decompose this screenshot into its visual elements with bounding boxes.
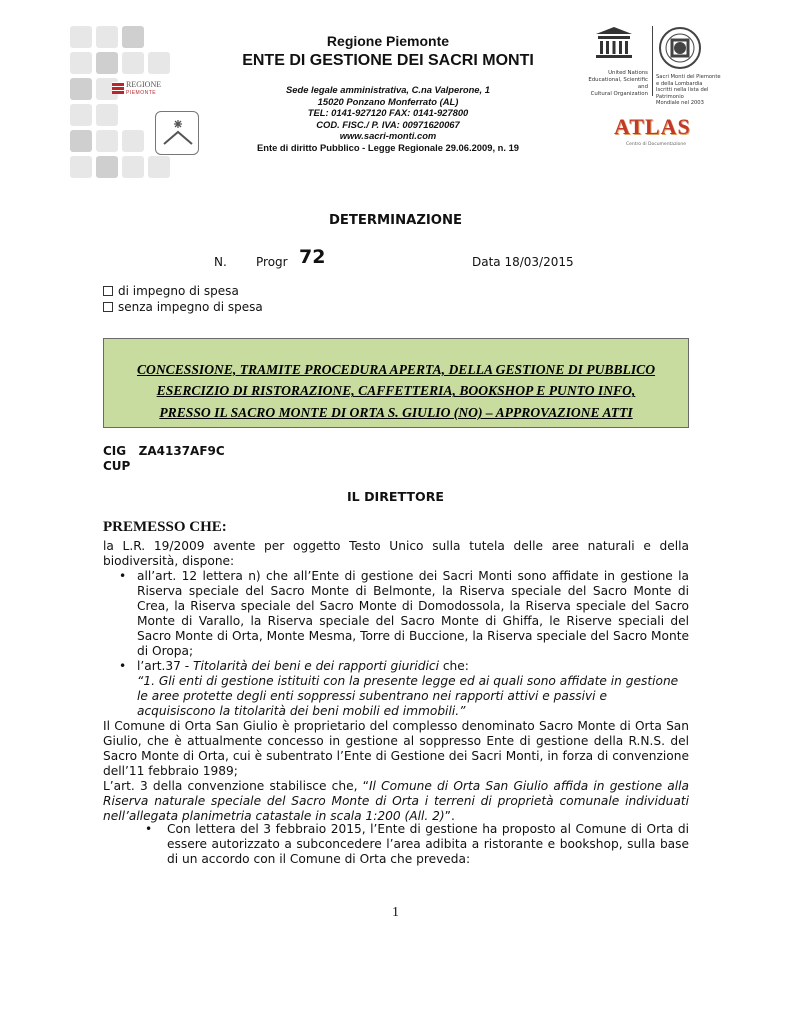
regione-piemonte-mark: [112, 80, 160, 110]
tax-code: COD. FISC./ P. IVA: 00971620067: [316, 118, 460, 130]
cig-row: [103, 444, 225, 458]
website: www.sacri-monti.com: [339, 130, 437, 141]
whc-text-2: e della Lombardia: [656, 80, 703, 87]
director-heading: IL DIRETTORE: [346, 489, 444, 504]
paragraph-comune-orta: Il Comune di Orta San Giulio è proprietario del complesso denominato Sacro Monte di Orta San Giulio, che è attualmente concesso in gestione al soppresso Ente di gestione della R.N.S. del Sacro Monte di Orta, cui è subentrato l’Ente di Gestione dei Sacri Monti, in forza di convenzione dell’11 febbraio 1989;: [103, 719, 689, 778]
regione-text: REGIONE: [126, 80, 162, 89]
page-number: 1: [392, 905, 399, 920]
address-line-1: Sede legale amministrativa, C.na Valperone, 1: [286, 84, 490, 95]
checkbox-senza-impegno-label: senza impegno di spesa: [118, 300, 263, 314]
art-37-prefix: l’art.37 -: [137, 659, 194, 673]
unesco-text-2: Educational, Scientific and: [588, 77, 648, 90]
progr-value: 72: [299, 246, 326, 268]
paragraph-art-3: [103, 779, 689, 824]
art-3-suffix: ”.: [444, 809, 455, 823]
bullet-icon: •: [119, 569, 127, 583]
entity-name: ENTE DI GESTIONE DEI SACRI MONTI: [242, 52, 534, 69]
checkbox-senza-impegno[interactable]: [103, 300, 263, 314]
world-heritage-logo: [656, 24, 721, 107]
subject-line-1: CONCESSIONE, TRAMITE PROCEDURA APERTA, DELLA GESTIONE DI PUBBLICO: [136, 362, 656, 377]
legal-status: Ente di diritto Pubblico - Legge Regionale 29.06.2009, n. 19: [256, 142, 520, 153]
premesso-heading: PREMESSO CHE:: [103, 519, 227, 535]
cig-value: ZA4137AF9C: [138, 444, 225, 458]
art-37-suffix: che:: [438, 659, 469, 673]
checkbox-impegno-label: di impegno di spesa: [118, 284, 239, 298]
bullet-icon: •: [145, 822, 153, 836]
whc-text-4: Mondiale nel 2003: [656, 100, 704, 107]
cig-label: CIG: [103, 444, 127, 458]
checkbox-impegno-box[interactable]: [103, 286, 113, 296]
world-heritage-icon: [658, 26, 702, 70]
document-title: DETERMINAZIONE: [328, 213, 463, 228]
art-3-prefix: L’art. 3 della convenzione stabilisce che, “: [103, 779, 369, 793]
unesco-text-3: Cultural Organization: [590, 91, 648, 97]
sacri-monti-emblem-icon: [155, 111, 199, 155]
atlas-word: ATLAS: [614, 114, 691, 139]
bullet-art-37: [137, 659, 689, 674]
address-line-2: 15020 Ponzano Monferrato (AL): [317, 95, 459, 107]
paragraph-lr-19-2009: la L.R. 19/2009 avente per oggetto Testo Unico sulla tutela delle aree naturali e della biodiversità, dispone:: [103, 539, 689, 568]
piemonte-text: PIEMONTE: [126, 90, 157, 96]
unesco-text-1: United Nations: [608, 70, 648, 76]
art-3-quote: Il Comune di Orta San Giulio affida in gestione alla Riserva naturale speciale del Sacro Monte di Orta i terreni di proprietà comunale individuati nell’allegata planimetria catastale in scala 1:200 (All. 2): [103, 779, 689, 823]
whc-text-1: Sacri Monti del Piemonte: [656, 74, 721, 80]
subject-line-3: PRESSO IL SACRO MONTE DI ORTA S. GIULIO (NO) – APPROVAZIONE ATTI: [159, 404, 633, 420]
bullet-icon: •: [119, 659, 127, 673]
subject-line-2: ESERCIZIO DI RISTORAZIONE, CAFFETTERIA, BOOKSHOP E PUNTO INFO,: [156, 383, 636, 399]
art-37-title: Titolarità dei beni e dei rapporti giuridici: [193, 659, 439, 673]
checkbox-impegno[interactable]: [103, 284, 239, 298]
art-37-quote: “1. Gli enti di gestione istituiti con la presente legge ed ai quali sono affidate in gestione le aree protette degli enti soppressi subentrano nei rapporti attivi e passivi e acquisiscono la titolarità dei beni mobili ed immobili.”: [137, 674, 679, 718]
unesco-temple-icon: [594, 26, 634, 60]
region-name: Regione Piemonte: [326, 33, 450, 49]
bullet-art-12: all’art. 12 lettera n) che all’Ente di gestione dei Sacri Monti sono affidate in gestione la Riserva speciale del Sacro Monte di Belmonte, la Riserva speciale del Sacro Monte di Crea, la Riserva speciale del Sacro Monte di Domodossola, la Riserva speciale del Sacro Monte di Varallo, la Riserva speciale del Sacro Monte di Ghiffa, le Riserve speciali del Sacro Monte di Orta, Monte Mesma, Torre di Buccione, la Riserva speciale del Sacro Monte di Oropa;: [137, 569, 689, 658]
atlas-logo: [606, 112, 692, 154]
atlas-subtitle: Centro di Documentazione: [626, 142, 687, 147]
unesco-logo: [582, 24, 648, 104]
bullet-lettera-3-febbraio: Con lettera del 3 febbraio 2015, l’Ente di gestione ha proposto al Comune di Orta di essere autorizzato a subconcedere l’area adibita a ristorante e bookshop, sulla base di un accordo con il Comune di Orta che preveda:: [167, 822, 689, 866]
checkbox-senza-impegno-box[interactable]: [103, 302, 113, 312]
logo-divider: [652, 26, 653, 96]
cup-label: CUP: [103, 459, 131, 473]
subject-box: [103, 338, 689, 428]
number-label: N.: [214, 255, 227, 269]
phone-fax: TEL: 0141-927120 FAX: 0141-927800: [307, 107, 469, 118]
progr-label: Progr: [256, 255, 288, 269]
whc-text-3: Iscritti nella lista del Patrimonio: [656, 87, 709, 100]
document-date: Data 18/03/2015: [472, 255, 574, 269]
